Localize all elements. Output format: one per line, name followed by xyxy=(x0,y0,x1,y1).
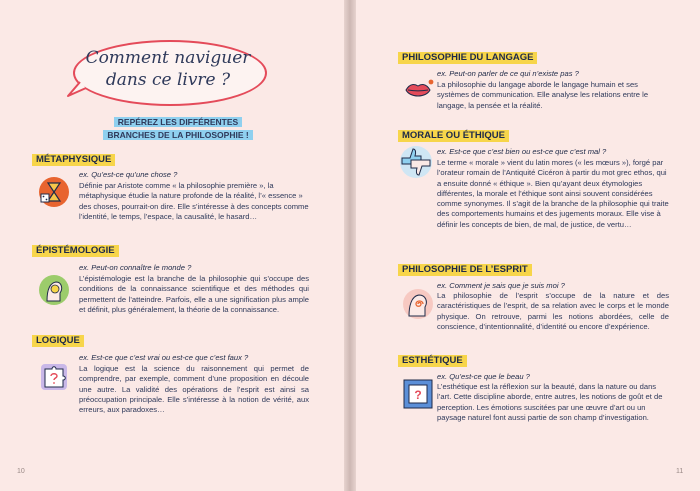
section-title-esthetique: ESTHÉTIQUE xyxy=(398,355,467,367)
section-title-langage: PHILOSOPHIE DU LANGAGE xyxy=(398,52,537,64)
example-epistemologie: ex. Peut-on connaître le monde ? xyxy=(79,263,192,272)
book-gutter xyxy=(344,0,356,491)
intro-line-1: REPÉREZ LES DIFFÉRENTES xyxy=(114,117,242,127)
thumbs-icon xyxy=(398,144,434,180)
body-langage: La philosophie du langage aborde le langage humain et ses systèmes de communication. Elle analyse les relations entre le langage, la pensée et la réalité. xyxy=(437,80,649,110)
body-esthetique: L’esthétique est la réflexion sur la beauté, dans la nature ou dans l’art. Cette discipline aborde, entre autres, les notions de goût et de perception. Les émotions suscitées par une œuvre d’art ou un paysage naturel font aussi partie de son champ d’investigation. xyxy=(437,382,663,422)
puzzle-icon xyxy=(38,361,70,393)
example-esprit: ex. Comment je sais que je suis moi ? xyxy=(437,281,565,290)
intro-heading xyxy=(103,116,253,142)
body-logique: La logique est la science du raisonnement qui permet de comprendre, par exemple, comment d’une proposition en découle une autre. La validité des opérations de l’esprit est ainsi sa préoccupation principale. Elle s’intéresse à la notion de vérité, aux erreurs, aux paradoxes… xyxy=(79,364,309,415)
example-logique: ex. Est-ce que c’est vrai ou est-ce que c’est faux ? xyxy=(79,353,249,362)
body-metaphysique: Définie par Aristote comme « la philosophie première », la métaphysique étudie la nature profonde de la réalité, l’« essence » des choses, pourrait-on dire. Elle s’intéresse à des concepts comme l’identité, le temps, l’espace, la causalité, le hasard… xyxy=(79,181,309,221)
lightbulb-head-icon xyxy=(38,274,70,306)
section-title-morale: MORALE OU ÉTHIQUE xyxy=(398,130,509,142)
body-morale: Le terme « morale » vient du latin mores (« les mœurs »), forgé par l’orateur romain de l’Antiquité Cicéron à partir du mot grec ethos, qui a ensuite donné « éthique ». Bien qu’ayant deux étymologies différentes, la morale et l’éthique sont ainsi souvent considérées comme synonymes. Il s’agit de la branche de la philosophie qui traite des comportements humains et des jugements moraux. Elle vise à définir les concepts de bien, de mal, de justice, de vertu… xyxy=(437,158,669,229)
example-esthetique: ex. Qu’est-ce que le beau ? xyxy=(437,372,530,381)
example-langage: ex. Peut-on parler de ce qui n’existe pas ? xyxy=(437,69,579,78)
section-title-metaphysique: MÉTAPHYSIQUE xyxy=(32,154,115,166)
svg-text:?: ? xyxy=(414,388,422,402)
page-number-right: 11 xyxy=(676,468,684,475)
section-title-logique: LOGIQUE xyxy=(32,335,84,347)
bubble-title: Comment naviguer dans ce livre ? xyxy=(85,48,251,90)
section-title-epistemologie: ÉPISTÉMOLOGIE xyxy=(32,245,119,257)
mouth-icon xyxy=(402,74,434,106)
framed-question-icon xyxy=(402,378,434,410)
left-page xyxy=(0,0,344,491)
body-esprit: La philosophie de l’esprit s’occupe de la nature et des caractéristiques de l’esprit, de sa relation avec le corps et le monde physique. On retrouve, parmi les notions abordées, celle de conscience, d’intentionnalité, d’identité ou encore d’expérience. xyxy=(437,291,669,331)
page-number-left: 10 xyxy=(17,468,25,475)
spiral-head-icon xyxy=(402,288,434,320)
body-epistemologie: L’épistémologie est la branche de la philosophie qui s’occupe des conditions de la connaissance scientifique et des méthodes qui permettent de l’atteindre. Parfois, elle a une signification plus ample et définit, plus généralement, la théorie de la connaissance. xyxy=(79,274,309,314)
example-metaphysique: ex. Qu’est-ce qu’une chose ? xyxy=(79,170,178,179)
example-morale: ex. Est-ce que c’est bien ou est-ce que c’est mal ? xyxy=(437,147,607,156)
section-title-esprit: PHILOSOPHIE DE L’ESPRIT xyxy=(398,264,532,276)
intro-line-2: BRANCHES DE LA PHILOSOPHIE ! xyxy=(103,130,252,140)
hourglass-dice-icon xyxy=(38,176,70,208)
right-page xyxy=(356,0,700,491)
